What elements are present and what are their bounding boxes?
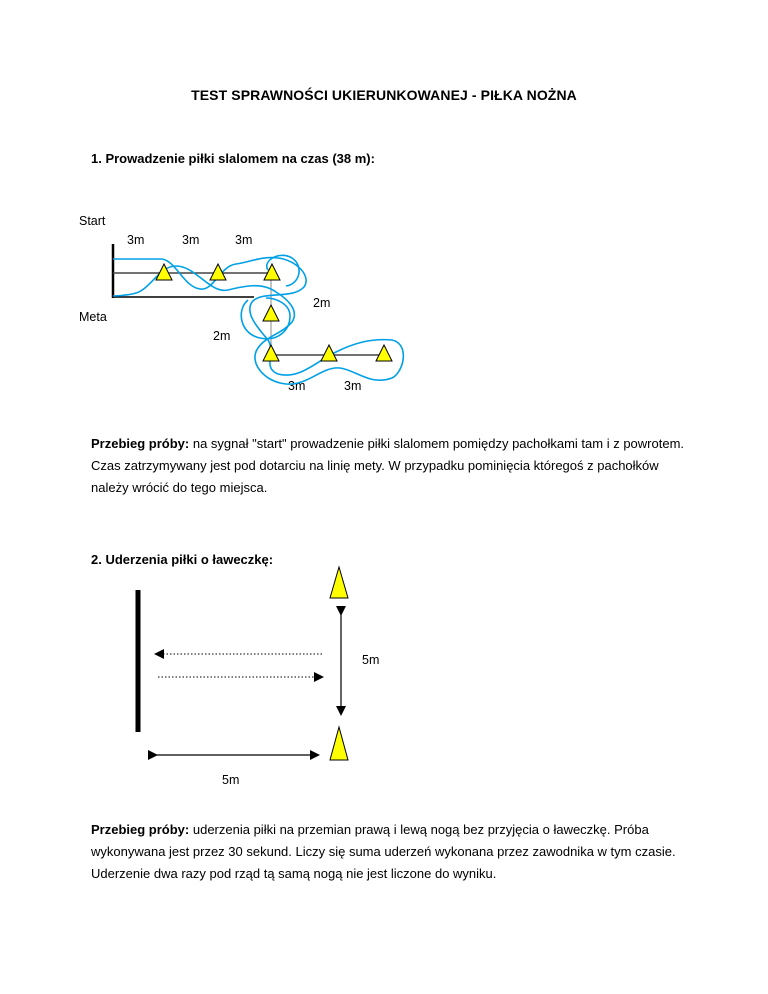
bottom-distance-1: 3m	[288, 379, 306, 393]
side-distance-left: 2m	[213, 329, 231, 343]
section2-procedure-label: Przebieg próby:	[91, 822, 190, 837]
cone-upper	[330, 567, 348, 598]
top-distance-2: 3m	[182, 233, 200, 247]
top-distance-3: 3m	[235, 233, 253, 247]
section1-procedure-label: Przebieg próby:	[91, 436, 190, 451]
section1-heading: 1. Prowadzenie piłki slalomem na czas (38 m):	[91, 151, 375, 166]
horizontal-distance-label: 5m	[222, 773, 240, 787]
side-distance-right: 2m	[313, 296, 331, 310]
bottom-distance-2: 3m	[344, 379, 362, 393]
vertical-distance-label: 5m	[362, 653, 380, 667]
section1-procedure-text: na sygnał "start" prowadzenie piłki slalomem pomiędzy pachołkami tam i z powrotem. Czas zatrzymywany jest pod dotarciu na linię mety. W przypadku pominięcia któregoś z pachołków należy wrócić do tego miejsca.	[91, 436, 685, 495]
section2-procedure-text: uderzenia piłki na przemian prawą i lewą nogą bez przyjęcia o ławeczkę. Próba wykonywana jest przez 30 sekund. Liczy się suma uderzeń wykonana przez zawodnika w tym czasie. Uderzenie dwa razy pod rząd tą samą nogą nie jest liczone do wyniku.	[91, 822, 676, 881]
start-label: Start	[79, 214, 106, 228]
section2-heading: 2. Uderzenia piłki o ławeczkę:	[91, 552, 274, 567]
section2-procedure	[91, 819, 691, 885]
cone-lower	[330, 727, 348, 760]
meta-label: Meta	[79, 310, 107, 324]
top-distance-1: 3m	[127, 233, 145, 247]
document-title: TEST SPRAWNOŚCI UKIERUNKOWANEJ - PIŁKA NOŻNA	[191, 87, 577, 103]
